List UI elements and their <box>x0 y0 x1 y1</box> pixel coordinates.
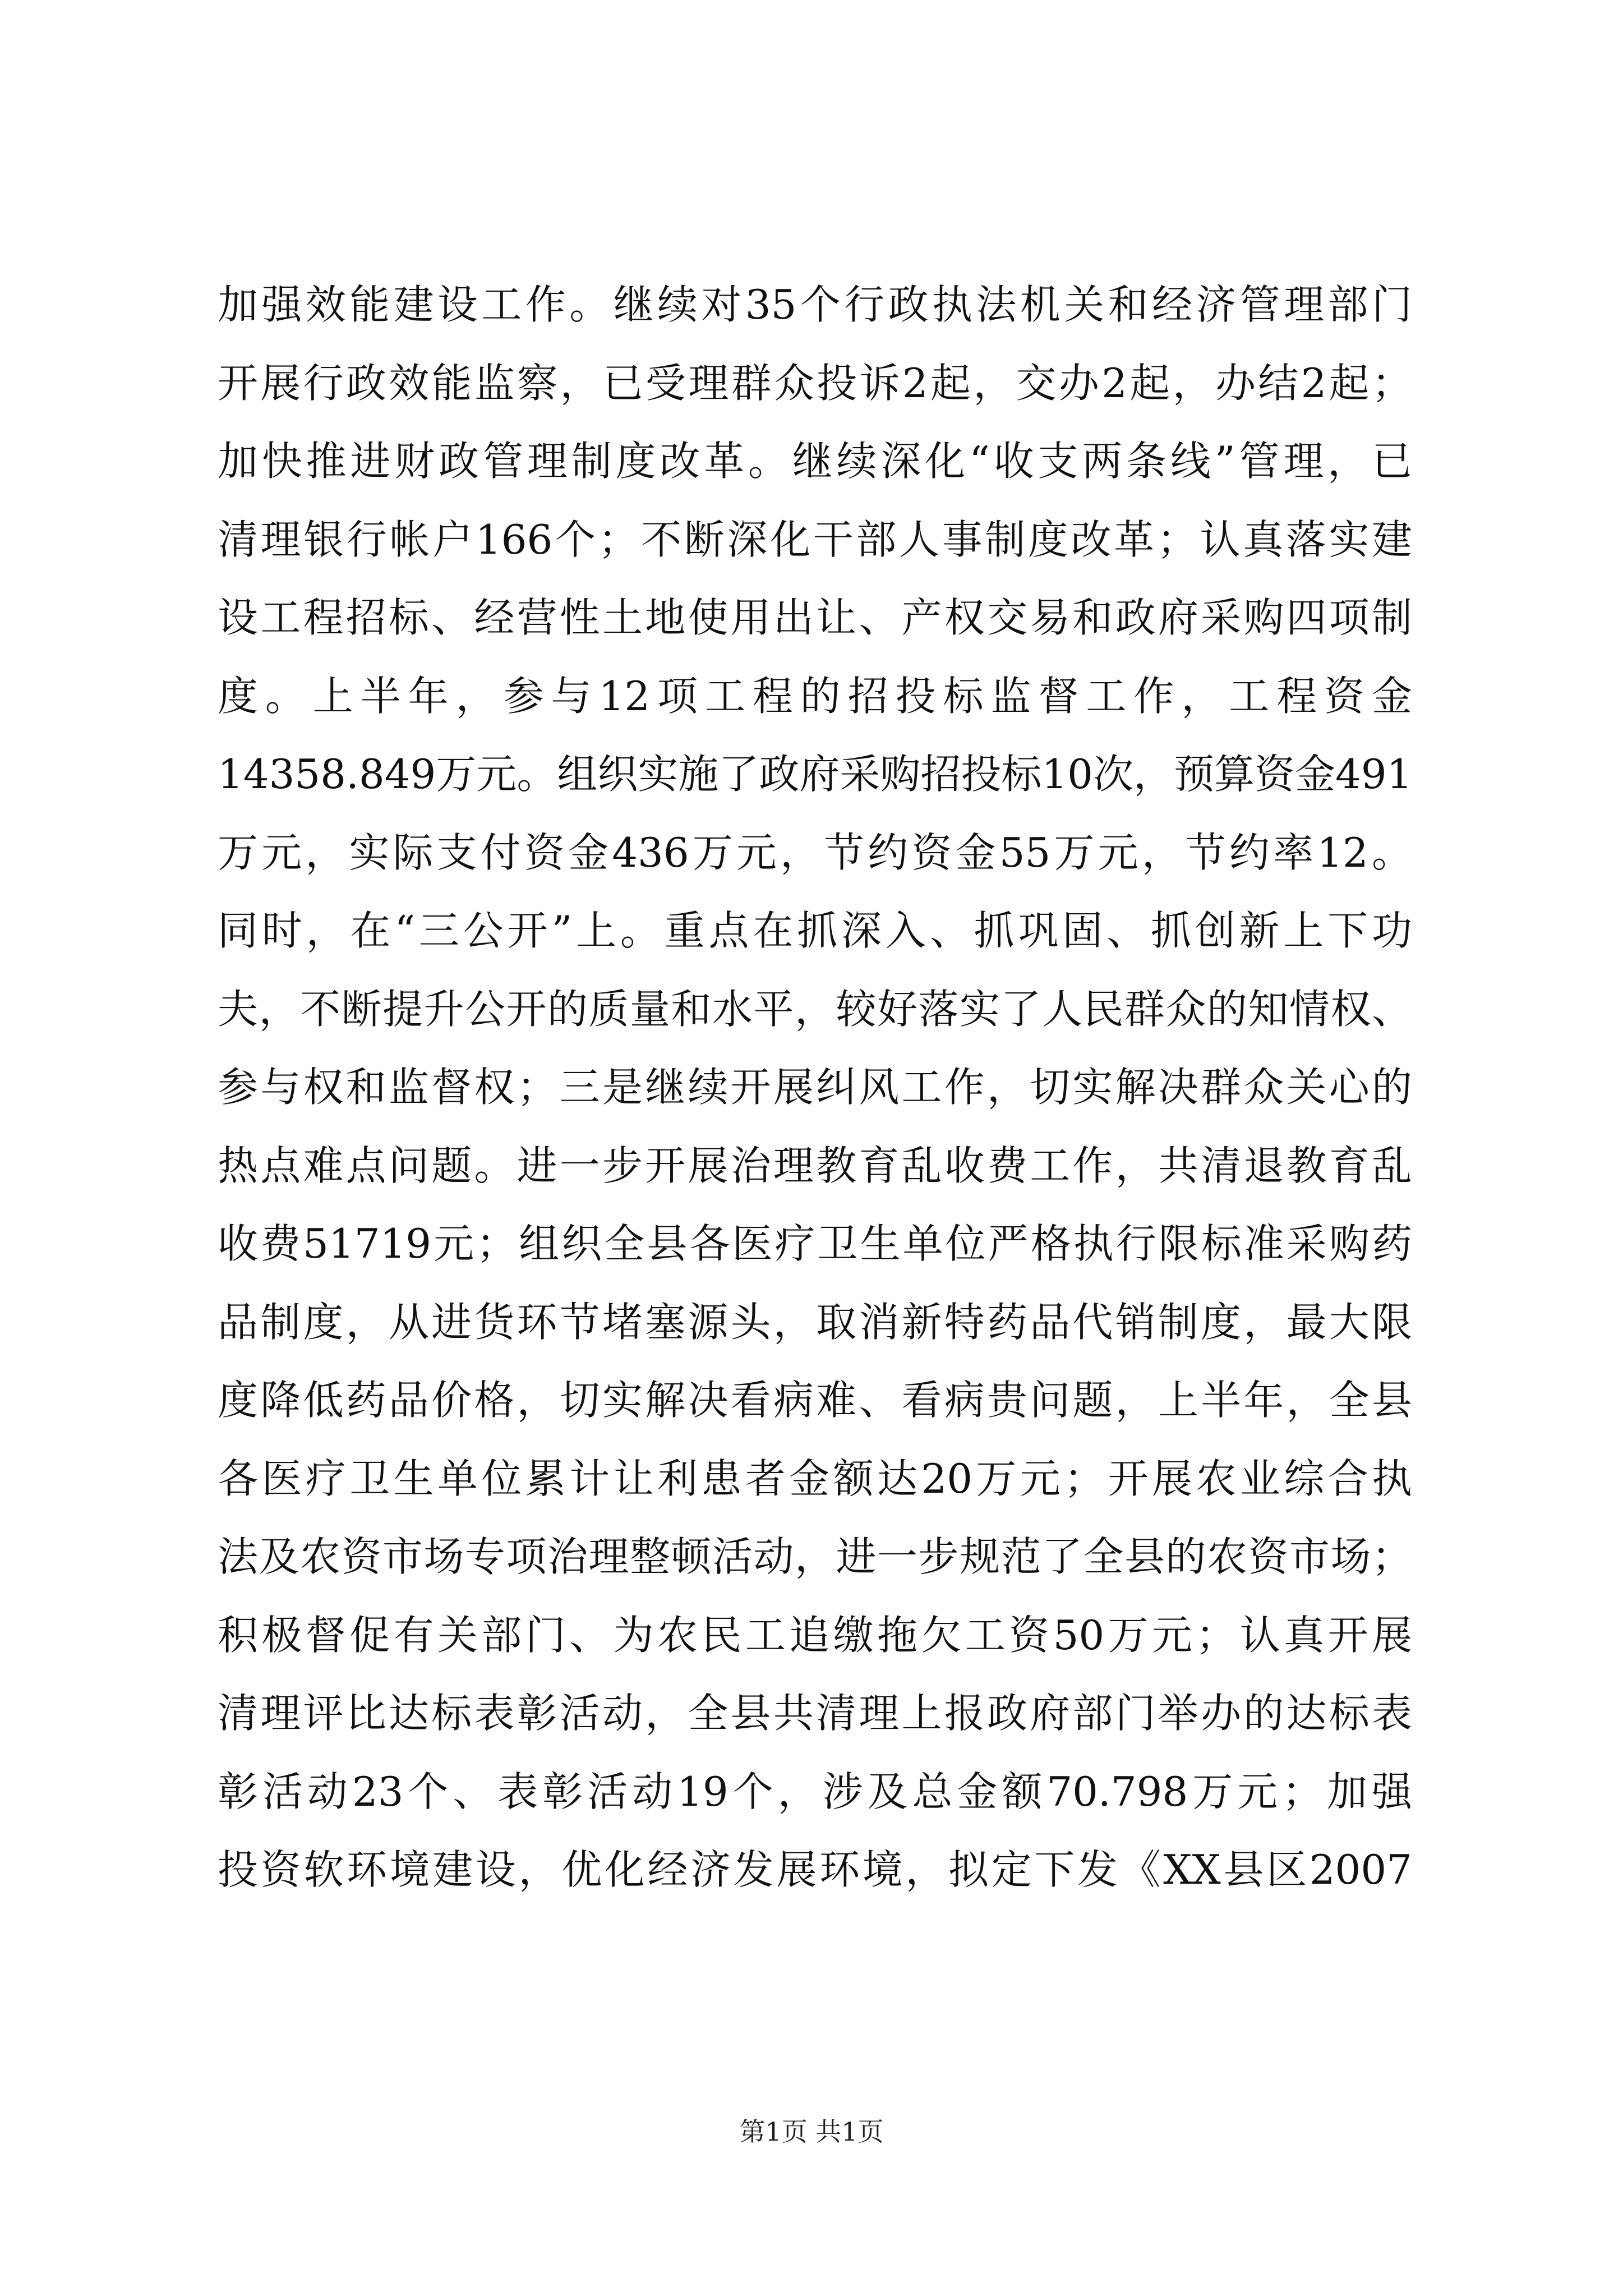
text-line: 彰活动23个、表彰活动19个，涉及总金额70.798万元；加强 <box>218 1768 1412 1815</box>
text-line: 积极督促有关部门、为农民工追缴拖欠工资50万元；认真开展 <box>218 1611 1412 1659</box>
text-line: 设工程招标、经营性土地使用出让、产权交易和政府采购四项制 <box>218 594 1412 641</box>
text-line: 夫，不断提升公开的质量和水平，较好落实了人民群众的知情权、 <box>218 985 1412 1033</box>
text-line: 各医疗卫生单位累计让利患者金额达20万元；开展农业综合执 <box>218 1455 1412 1502</box>
text-line: 度降低药品价格，切实解决看病难、看病贵问题，上半年，全县 <box>218 1377 1412 1424</box>
text-line: 度。上半年，参与12项工程的招投标监督工作，工程资金 <box>218 672 1412 720</box>
text-line: 万元，实际支付资金436万元，节约资金55万元，节约率12。 <box>218 829 1412 876</box>
text-line: 参与权和监督权；三是继续开展纠风工作，切实解决群众关心的 <box>218 1064 1412 1111</box>
text-line: 同时，在“三公开”上。重点在抓深入、抓巩固、抓创新上下功 <box>218 907 1412 954</box>
text-line: 14358.849万元。组织实施了政府采购招投标10次，预算资金491 <box>218 751 1413 798</box>
body-paragraph <box>218 266 1412 1910</box>
text-line: 收费51719元；组织全县各医疗卫生单位严格执行限标准采购药 <box>218 1220 1412 1267</box>
text-line: 品制度，从进货环节堵塞源头，取消新特药品代销制度，最大限 <box>218 1298 1412 1346</box>
text-line: 投资软环境建设，优化经济发展环境，拟定下发《XX县区2007 <box>218 1846 1412 1893</box>
page-footer: 第1页 共1页 <box>739 2116 884 2147</box>
text-line: 法及农资市场专项治理整顿活动，进一步规范了全县的农资市场； <box>218 1533 1412 1580</box>
text-line: 加快推进财政管理制度改革。继续深化“收支两条线”管理，已 <box>218 438 1412 485</box>
text-line: 加强效能建设工作。继续对35个行政执法机关和经济管理部门 <box>218 281 1412 328</box>
text-line: 清理银行帐户166个；不断深化干部人事制度改革；认真落实建 <box>218 516 1412 563</box>
text-line: 开展行政效能监察，已受理群众投诉2起，交办2起，办结2起； <box>218 359 1412 407</box>
text-line: 清理评比达标表彰活动，全县共清理上报政府部门举办的达标表 <box>218 1690 1412 1737</box>
text-line: 热点难点问题。进一步开展治理教育乱收费工作，共清退教育乱 <box>218 1142 1412 1189</box>
